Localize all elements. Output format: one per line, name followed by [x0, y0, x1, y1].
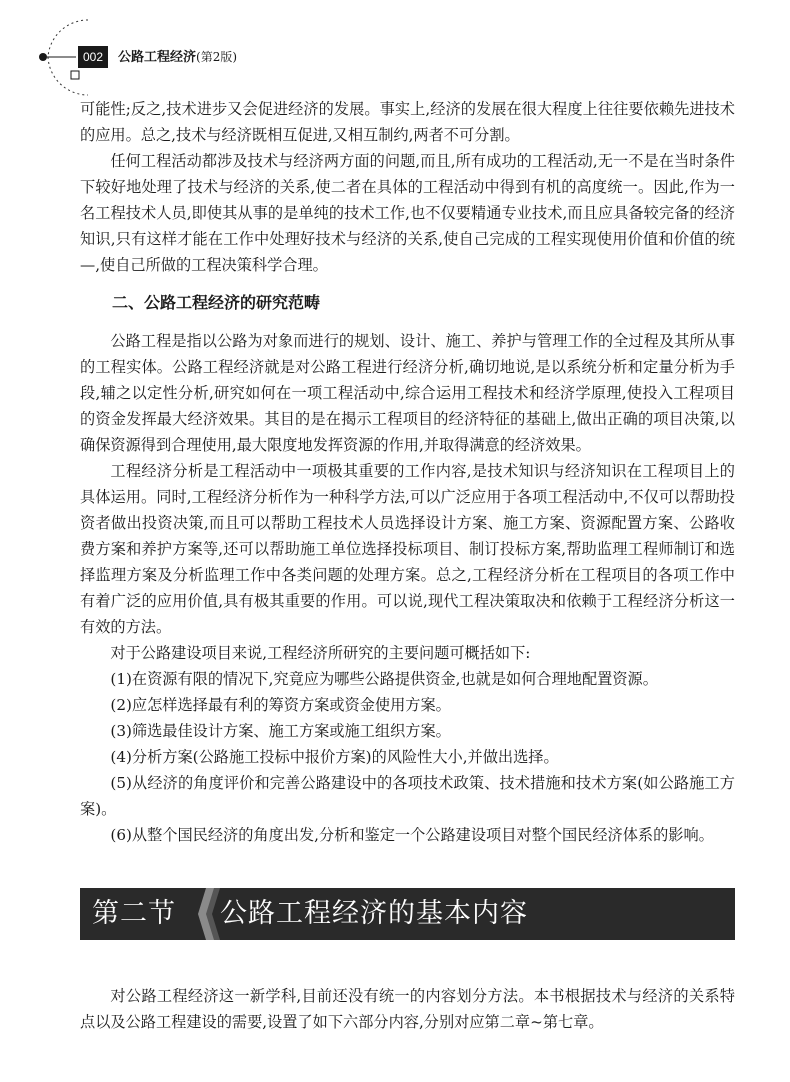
section-banner: [80, 888, 735, 940]
paragraph: 公路工程是指以公路为对象而进行的规划、设计、施工、养护与管理工作的全过程及其所从事的工程实体。公路工程经济就是对公路工程进行经济分析,确切地说,是以系统分析和定量分析为手段,辅之以定性分析,研究如何在一项工程活动中,综合运用工程技术和经济学原理,使投入工程项目的资金发挥最大经济效果。其目的是在揭示工程项目的经济特征的基础上,做出正确的项目决策,以确保资源得到合理使用,最大限度地发挥资源的作用,并取得满意的经济效果。: [80, 332, 735, 454]
list-item: (1)在资源有限的情况下,究竟应为哪些公路提供资金,也就是如何合理地配置资源。: [110, 670, 658, 688]
edition: (第2版): [196, 50, 238, 64]
paragraph: 工程经济分析是工程活动中一项极其重要的工作内容,是技术知识与经济知识在工程项目上的具体运用。同时,工程经济分析作为一种科学方法,可以广泛应用于各项工程活动中,不仅可以帮助投资者做出投资决策,而且可以帮助工程技术人员选择设计方案、施工方案、资源配置方案、公路收费方案和养护方案等,还可以帮助施工单位选择投标项目、制订投标方案,帮助监理工程师制订和选择监理方案及分析监理工作中各类问题的处理方案。总之,工程经济分析在工程项目的各项工作中有着广泛的应用价值,具有极其重要的作用。可以说,现代工程决策取决和依赖于工程经济分析这一有效的方法。: [80, 462, 735, 636]
book-title: 公路工程经济: [118, 50, 197, 65]
list-item: (6)从整个国民经济的角度出发,分析和鉴定一个公路建设项目对整个国民经济体系的影响。: [110, 826, 714, 844]
list-item: (2)应怎样选择最有利的筹资方案或资金使用方案。: [110, 696, 451, 714]
page-number: 002: [78, 46, 108, 68]
list-item: (5)从经济的角度评价和完善公路建设中的各项技术政策、技术措施和技术方案(如公路施工方案)。: [80, 774, 735, 818]
running-header: [118, 48, 237, 67]
list-item: (3)筛选最佳设计方案、施工方案或施工组织方案。: [110, 722, 451, 740]
paragraph: 对公路工程经济这一新学科,目前还没有统一的内容划分方法。本书根据技术与经济的关系特点以及公路工程建设的需要,设置了如下六部分内容,分别对应第二章~第七章。: [80, 987, 735, 1031]
banner-separator: [196, 888, 222, 940]
closing-text: [80, 983, 735, 1035]
main-text: [80, 96, 735, 848]
section-number: 第二节: [92, 898, 176, 929]
section-title: 公路工程经济的基本内容: [220, 898, 528, 929]
list-item: (4)分析方案(公路施工投标中报价方案)的风险性大小,并做出选择。: [110, 748, 559, 766]
paragraph: 任何工程活动都涉及技术与经济两方面的问题,而且,所有成功的工程活动,无一不是在当时条件下较好地处理了技术与经济的关系,使二者在具体的工程活动中得到有机的高度统一。因此,作为一名工程技术人员,即使其从事的是单纯的技术工作,也不仅要精通专业技术,而且应具备较完备的经济知识,只有这样才能在工作中处理好技术与经济的关系,使自己完成的工程实现使用价值和价值的统—,使自己所做的工程决策科学合理。: [80, 152, 735, 274]
paragraph: 可能性;反之,技术进步又会促进经济的发展。事实上,经济的发展在很大程度上往往要依赖先进技术的应用。总之,技术与经济既相互促进,又相互制约,两者不可分割。: [80, 100, 735, 144]
paragraph: 对于公路建设项目来说,工程经济所研究的主要问题可概括如下:: [110, 644, 531, 662]
section-heading: 二、公路工程经济的研究范畴: [112, 293, 321, 312]
